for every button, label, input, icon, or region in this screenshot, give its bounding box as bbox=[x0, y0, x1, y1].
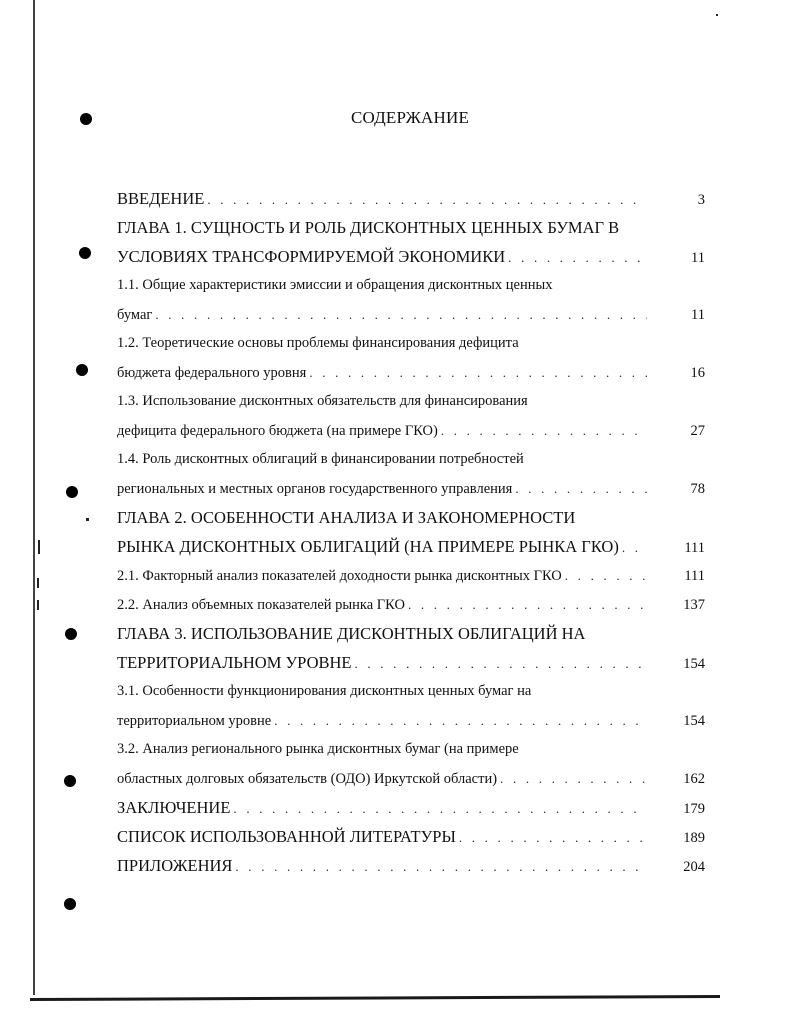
scan-speck bbox=[716, 14, 718, 16]
toc-page-number: 137 bbox=[683, 597, 705, 613]
toc-entry-text: ГЛАВА 2. ОСОБЕННОСТИ АНАЛИЗА И ЗАКОНОМЕРНОСТИ bbox=[117, 508, 576, 527]
toc-entry-text: ПРИЛОЖЕНИЯ bbox=[117, 856, 233, 875]
toc-entry-text: 1.1. Общие характеристики эмиссии и обращения дисконтных ценных bbox=[117, 277, 553, 293]
toc-line bbox=[117, 764, 705, 793]
punch-hole-icon bbox=[66, 486, 78, 498]
toc-line bbox=[117, 416, 705, 445]
toc-entry-text: территориальном уровне bbox=[117, 713, 272, 729]
toc-entry-text: РЫНКА ДИСКОНТНЫХ ОБЛИГАЦИЙ (НА ПРИМЕРЕ РЫНКА ГКО) bbox=[117, 537, 619, 556]
toc-line bbox=[117, 735, 705, 764]
toc-page-number: 189 bbox=[683, 830, 705, 846]
toc-line bbox=[117, 213, 705, 242]
toc-line bbox=[117, 445, 705, 474]
toc-line bbox=[117, 184, 705, 213]
scan-margin-line bbox=[33, 0, 35, 995]
toc-page-number: 3 bbox=[697, 192, 705, 208]
toc-page-number: 78 bbox=[690, 481, 705, 497]
toc-line bbox=[117, 677, 705, 706]
toc-leader-dots bbox=[508, 243, 647, 271]
toc-page-number: 204 bbox=[683, 859, 705, 875]
toc-leader-dots bbox=[459, 823, 647, 851]
toc-leader-dots bbox=[207, 185, 647, 213]
toc-page-number: 154 bbox=[683, 656, 705, 672]
toc-entry-text: ЗАКЛЮЧЕНИЕ bbox=[117, 798, 231, 817]
toc-leader-dots bbox=[233, 794, 647, 822]
toc-page-number: 111 bbox=[684, 568, 705, 584]
scan-speck bbox=[38, 540, 40, 554]
scan-speck bbox=[37, 578, 39, 588]
toc-line bbox=[117, 474, 705, 503]
toc-entry-text: ГЛАВА 3. ИСПОЛЬЗОВАНИЕ ДИСКОНТНЫХ ОБЛИГАЦИЙ НА bbox=[117, 624, 586, 643]
toc-page-number: 111 bbox=[684, 540, 705, 556]
toc-entry-text: ТЕРРИТОРИАЛЬНОМ УРОВНЕ bbox=[117, 653, 352, 672]
toc-entry-text: УСЛОВИЯХ ТРАНСФОРМИРУЕМОЙ ЭКОНОМИКИ bbox=[117, 247, 506, 266]
toc-line bbox=[117, 648, 705, 677]
toc-line bbox=[117, 358, 705, 387]
toc-line bbox=[117, 242, 705, 271]
toc-leader-dots bbox=[500, 764, 647, 793]
scan-bottom-line bbox=[30, 995, 720, 1001]
toc-line bbox=[117, 851, 705, 880]
toc-page-number: 179 bbox=[683, 801, 705, 817]
punch-hole-icon bbox=[65, 628, 77, 640]
toc-leader-dots bbox=[309, 358, 647, 387]
toc-entry-text: ВВЕДЕНИЕ bbox=[117, 189, 205, 208]
toc-leader-dots bbox=[274, 706, 647, 735]
toc-leader-dots bbox=[235, 852, 647, 880]
punch-hole-icon bbox=[64, 898, 76, 910]
scan-speck bbox=[86, 518, 89, 521]
toc-entry-text: бюджета федерального уровня bbox=[117, 365, 307, 381]
toc-entry-text: 2.1. Факторный анализ показателей доходности рынка дисконтных ГКО bbox=[117, 568, 562, 584]
toc-leader-dots bbox=[408, 590, 647, 619]
toc-entry-text: 1.3. Использование дисконтных обязательств для финансирования bbox=[117, 393, 528, 409]
toc-line bbox=[117, 561, 705, 590]
toc-entry-text: 2.2. Анализ объемных показателей рынка ГКО bbox=[117, 597, 405, 613]
toc-leader-dots bbox=[565, 561, 647, 590]
toc-line bbox=[117, 706, 705, 735]
page-title: СОДЕРЖАНИЕ bbox=[350, 108, 470, 127]
punch-hole-icon bbox=[79, 247, 91, 259]
toc-line bbox=[117, 271, 705, 300]
toc-page-number: 162 bbox=[683, 771, 705, 787]
toc-page-number: 11 bbox=[691, 250, 705, 266]
toc-leader-dots bbox=[622, 533, 647, 561]
toc-line bbox=[117, 532, 705, 561]
toc-line bbox=[117, 793, 705, 822]
toc-page-number: 27 bbox=[690, 423, 705, 439]
toc-line bbox=[117, 300, 705, 329]
toc-leader-dots bbox=[515, 474, 647, 503]
toc-entry-text: 1.4. Роль дисконтных облигаций в финансировании потребностей bbox=[117, 451, 524, 467]
toc-entry-text: СПИСОК ИСПОЛЬЗОВАННОЙ ЛИТЕРАТУРЫ bbox=[117, 827, 456, 846]
toc-page-number: 16 bbox=[690, 365, 705, 381]
toc-entry-text: 3.2. Анализ регионального рынка дисконтных бумаг (на примере bbox=[117, 741, 519, 757]
toc-entry-text: ГЛАВА 1. СУЩНОСТЬ И РОЛЬ ДИСКОНТНЫХ ЦЕННЫХ БУМАГ В bbox=[117, 218, 620, 237]
toc-line bbox=[117, 822, 705, 851]
toc-line bbox=[117, 503, 705, 532]
toc-leader-dots bbox=[155, 300, 647, 329]
table-of-contents bbox=[117, 184, 705, 880]
toc-line bbox=[117, 329, 705, 358]
toc-line bbox=[117, 590, 705, 619]
toc-line bbox=[117, 387, 705, 416]
toc-leader-dots bbox=[441, 416, 647, 445]
toc-entry-text: 1.2. Теоретические основы проблемы финансирования дефицита bbox=[117, 335, 519, 351]
toc-entry-text: областных долговых обязательств (ОДО) Иркутской области) bbox=[117, 771, 498, 787]
toc-entry-text: региональных и местных органов государственного управления bbox=[117, 481, 513, 497]
toc-leader-dots bbox=[354, 649, 647, 677]
punch-hole-icon bbox=[64, 775, 76, 787]
punch-hole-icon bbox=[76, 364, 88, 376]
toc-entry-text: 3.1. Особенности функционирования дисконтных ценных бумаг на bbox=[117, 683, 532, 699]
toc-entry-text: дефицита федерального бюджета (на примере ГКО) bbox=[117, 423, 438, 439]
toc-entry-text: бумаг bbox=[117, 307, 153, 323]
toc-line bbox=[117, 619, 705, 648]
toc-page-number: 11 bbox=[691, 307, 705, 323]
toc-page-number: 154 bbox=[683, 713, 705, 729]
scan-speck bbox=[37, 600, 39, 610]
